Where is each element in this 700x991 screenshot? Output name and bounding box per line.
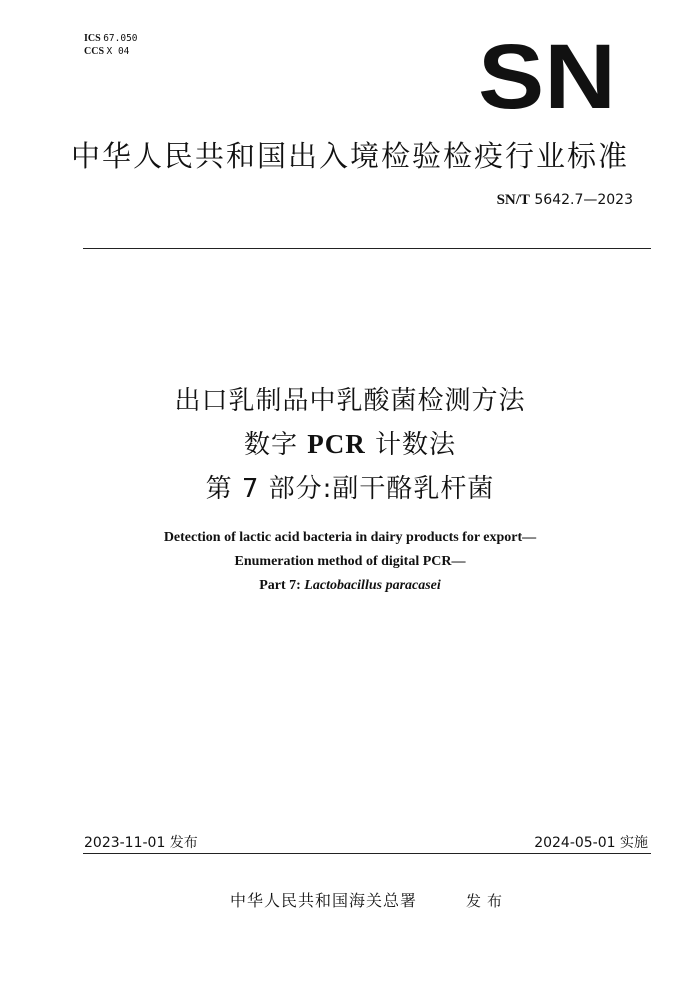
title-cn-line3: 第 7 部分:副干酪乳杆菌 bbox=[205, 474, 495, 504]
publish-action: 发布 bbox=[466, 892, 509, 910]
ics-code: ICS 67.050 bbox=[84, 33, 138, 44]
organization-title: 中华人民共和国出入境检验检疫行业标准 bbox=[70, 139, 629, 173]
title-en-line2: Enumeration method of digital PCR— bbox=[234, 554, 466, 569]
title-en-line1: Detection of lactic acid bacteria in dairy products for export— bbox=[163, 530, 537, 545]
title-en-line3: Part 7: Lactobacillus paracasei bbox=[259, 578, 441, 593]
title-cn-line1: 出口乳制品中乳酸菌检测方法 bbox=[174, 386, 526, 416]
issue-date: 2023-11-01 发布 bbox=[84, 835, 198, 851]
ccs-code: CCS X 04 bbox=[84, 46, 130, 57]
sn-logo-text: SN bbox=[478, 42, 616, 112]
title-cn-line2: 数字 PCR 计数法 bbox=[243, 429, 457, 460]
implementation-date: 2024-05-01 实施 bbox=[534, 835, 648, 851]
classification-codes bbox=[84, 32, 138, 58]
bottom-divider bbox=[83, 853, 651, 854]
standard-number: SN/T 5642.7—2023 bbox=[496, 192, 633, 208]
top-divider bbox=[83, 248, 651, 249]
sn-logo bbox=[478, 42, 616, 112]
publisher-name: 中华人民共和国海关总署 bbox=[230, 891, 418, 910]
